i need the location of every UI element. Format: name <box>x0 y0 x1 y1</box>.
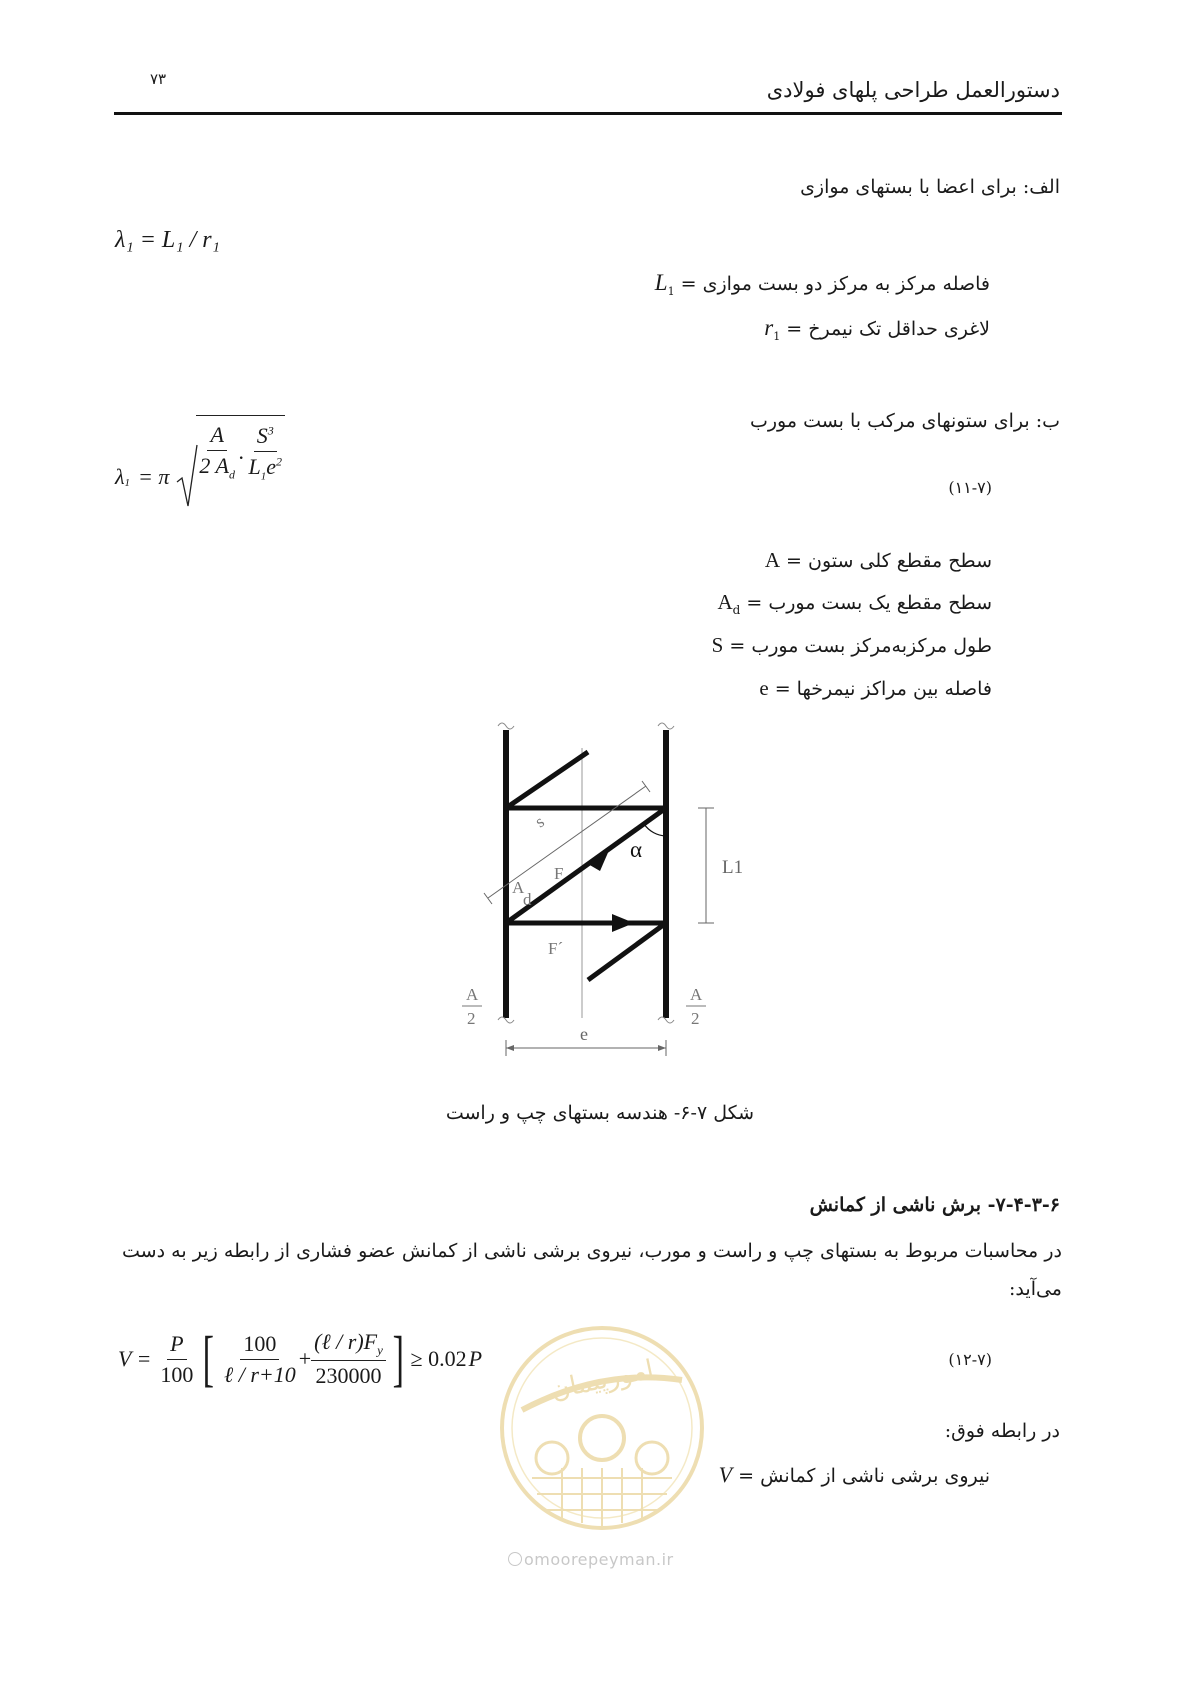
frac1-num: A <box>207 422 226 451</box>
buckling-shear-paragraph: در محاسبات مربوط به بستهای چپ و راست و مورب، نیروی برشی ناشی از کمانش عضو فشاری از رابطه زیر به دست می‌آید: <box>122 1240 1062 1300</box>
def-v-symbol: V <box>718 1462 733 1487</box>
alpha-arc <box>644 824 666 836</box>
def-l1 <box>655 270 990 298</box>
def-ad-symbol: A <box>717 590 733 614</box>
def-ad-sub: d <box>732 602 741 617</box>
section-a-heading: الف: برای اعضا با بستهای موازی <box>800 176 1060 198</box>
watermark-logo <box>492 1318 712 1548</box>
section-b-heading: ب: برای ستونهای مرکب با بست مورب <box>749 410 1060 432</box>
def-l1-sub: 1 <box>667 284 675 298</box>
force-arrow-horizontal-icon <box>612 914 634 932</box>
def-s-text: = طول مرکزبه‌مرکز بست مورب <box>729 635 992 657</box>
def-e-text: = فاصله بین مراکز نیمرخها <box>774 678 992 700</box>
def-r1-sub: 1 <box>773 329 781 343</box>
frac1-den: 2 $A_d$ <box>199 453 235 482</box>
formula-p-over-100: $\frac{P}{100}$ <box>160 1330 194 1387</box>
lacing-diagram <box>440 718 760 1088</box>
formula-term-1: $\frac{100}{\text{ℓ / r+10}}$ <box>224 1330 296 1387</box>
gear-icon <box>580 1416 624 1460</box>
def-v-text: = نیروی برشی ناشی از کمانش <box>738 1465 990 1487</box>
label-l1: L1 <box>722 857 744 878</box>
label-half-a-right-den: 2 <box>691 1009 700 1028</box>
label-half-a-left-den: 2 <box>467 1009 476 1028</box>
scales-icon <box>536 1442 568 1474</box>
label-half-a-right-num: A <box>690 985 703 1004</box>
def-a <box>765 548 992 573</box>
def-s-symbol: S <box>711 633 724 657</box>
def-e-symbol: e <box>759 676 769 700</box>
diagonal-top <box>506 752 588 808</box>
header-rule <box>114 112 1062 115</box>
def-e <box>759 676 992 701</box>
formula-lambda-laced: λ $_1$ = π $\frac{A}{2 A_d}$ . $\frac{S^3}{L_1e^2}$ <box>115 444 285 510</box>
watermark-url: omoorepeyman.ir <box>508 1550 674 1569</box>
formula-rhs-p: P <box>468 1346 483 1371</box>
formula-shear-v <box>118 1325 483 1393</box>
def-a-symbol: A <box>764 548 780 572</box>
label-alpha: α <box>630 837 643 862</box>
label-e: e <box>580 1024 588 1044</box>
formula-eq-pi: = π <box>138 464 170 489</box>
def-a-text: = سطح مقطع کلی ستون <box>786 550 992 572</box>
def-s <box>712 633 992 658</box>
formula-term-2: $\frac{(\ell / r)F_y}{230000}$ <box>311 1329 386 1389</box>
page-header-title: دستورالعمل طراحی پلهای فولادی <box>766 78 1060 102</box>
right-bracket: ] <box>392 1325 404 1393</box>
after-formula-label: در رابطه فوق: <box>944 1420 1060 1442</box>
break-mark-icon <box>498 723 514 729</box>
svg-text:امورپیمان: امورپیمان <box>548 1354 657 1406</box>
radicand-fraction-1 <box>196 422 238 482</box>
def-r1-symbol: r <box>764 315 774 340</box>
diagonal-bottom <box>588 923 666 980</box>
def-l1-symbol: L <box>654 270 668 295</box>
label-f-prime: F´ <box>548 939 564 958</box>
def-l1-text: = فاصله مرکز به مرکز دو بست موازی <box>680 273 990 295</box>
radicand-fraction-2 <box>245 423 285 482</box>
def-ad <box>717 590 992 617</box>
formula-v-lhs: V = <box>118 1346 152 1371</box>
page-number: ۷۳ <box>150 70 167 88</box>
formula-rhs: ≥ 0.02 <box>410 1346 467 1371</box>
excavator-icon <box>636 1442 668 1474</box>
formula-lambda-parallel: λ₁ = L₁ / r₁ <box>115 227 220 253</box>
formula-lhs-sub: 1 <box>124 477 131 489</box>
label-ad-a: A <box>512 878 525 897</box>
def-v <box>719 1462 990 1488</box>
left-bracket: [ <box>203 1325 215 1393</box>
formula-lhs: λ <box>115 464 125 489</box>
formula-plus: + <box>298 1346 312 1371</box>
section-heading-7-4-3-6: ۷-۴-۳-۶- برش ناشی از کمانش <box>809 1194 1060 1216</box>
equation-number-12: (۱۲-۷) <box>948 1350 992 1369</box>
label-half-a-left-num: A <box>466 985 479 1004</box>
def-r1 <box>764 315 990 343</box>
figure-caption: شکل ۷-۶- هندسه بستهای چپ و راست <box>445 1102 754 1124</box>
def-ad-text: = سطح مقطع یک بست مورب <box>746 592 992 614</box>
globe-icon <box>508 1552 522 1566</box>
break-mark-icon <box>658 723 674 729</box>
frac2-num: $S^3$ <box>254 423 277 452</box>
frac2-den: $L_1e^2$ <box>248 453 282 483</box>
label-ad-d: d <box>523 890 532 909</box>
label-s: s <box>531 811 548 832</box>
equation-number-11: (۱۱-۷) <box>948 478 992 497</box>
label-f: F <box>554 864 564 883</box>
def-r1-text: = لاغری حداقل تک نیمرخ <box>786 318 990 340</box>
